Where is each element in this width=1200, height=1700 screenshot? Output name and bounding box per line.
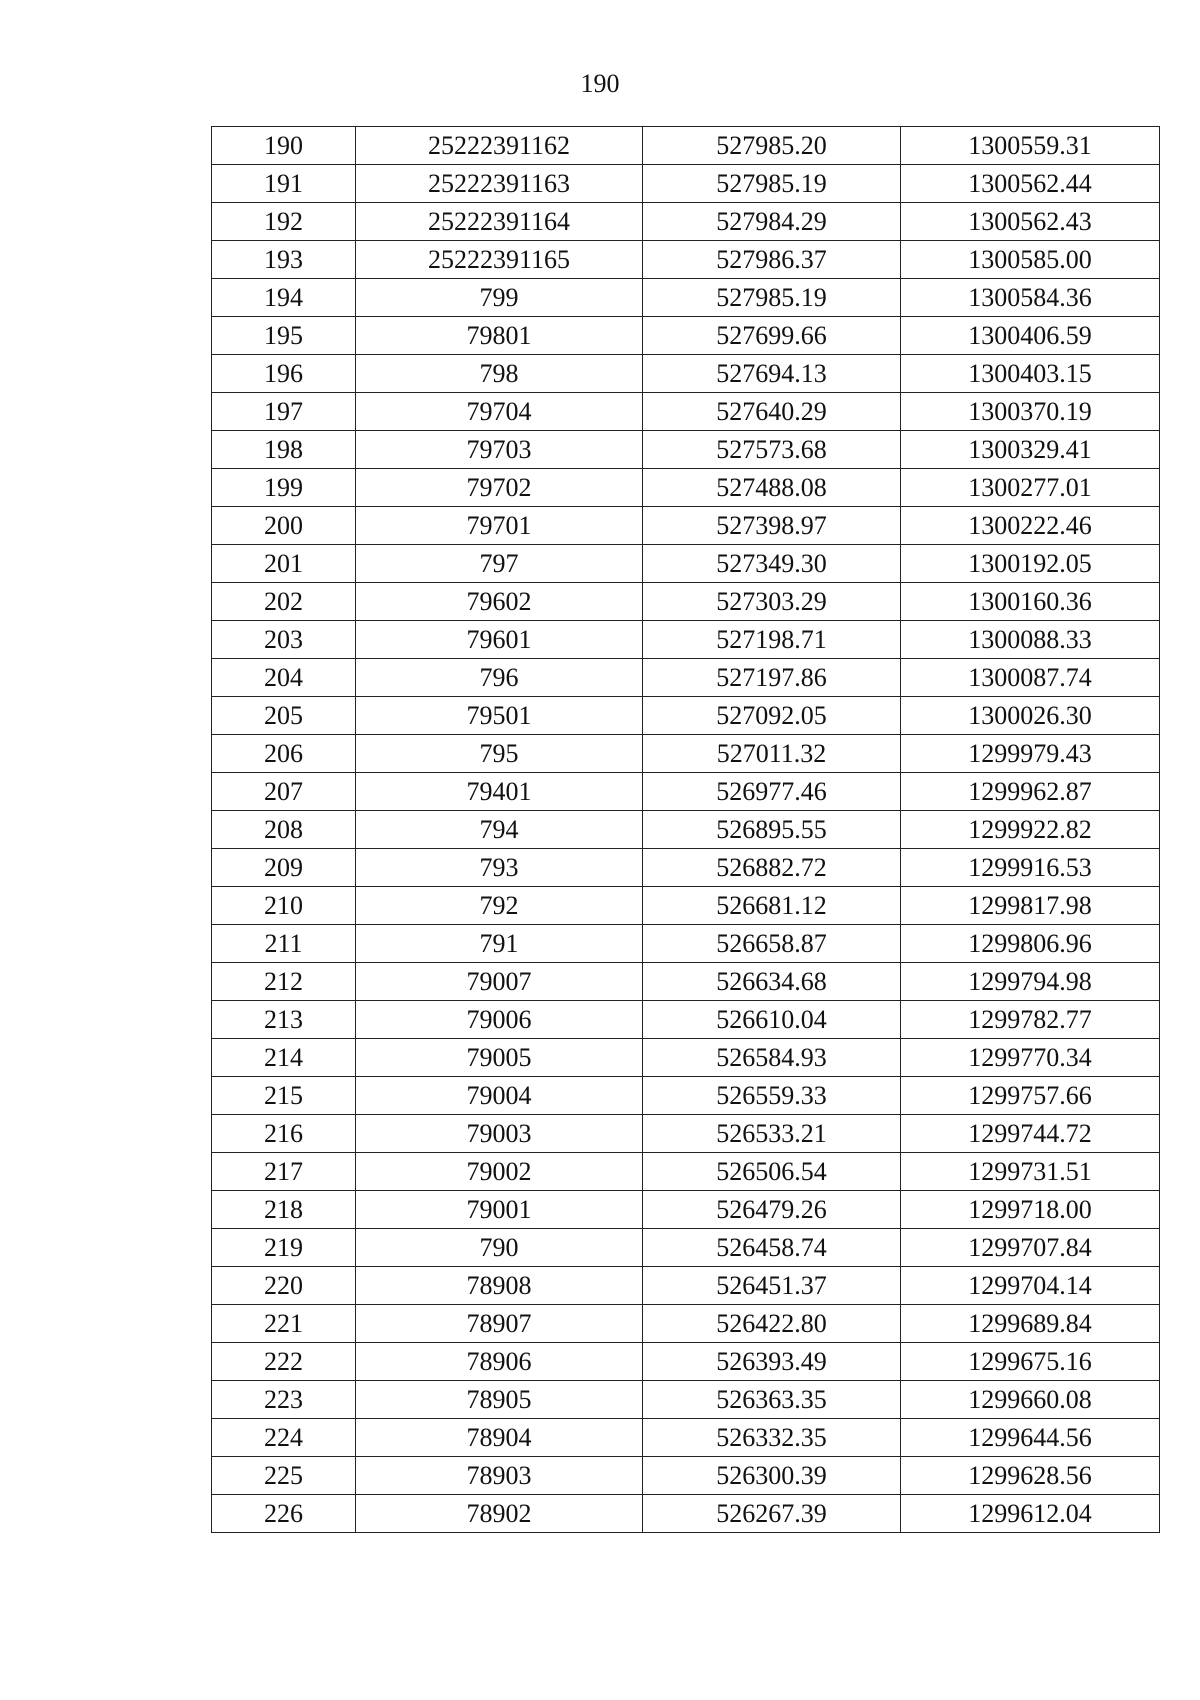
x-coordinate-cell: 527573.68: [643, 431, 901, 469]
x-coordinate-cell: 527984.29: [643, 203, 901, 241]
table-row: [212, 621, 1160, 659]
table-row: [212, 1419, 1160, 1457]
point-id-cell: 798: [356, 355, 643, 393]
point-number-cell: 214: [212, 1039, 356, 1077]
point-number-cell: 191: [212, 165, 356, 203]
point-id-cell: 79704: [356, 393, 643, 431]
x-coordinate-cell: 527198.71: [643, 621, 901, 659]
y-coordinate-cell: 1300562.44: [901, 165, 1160, 203]
table-row: [212, 735, 1160, 773]
table-row: [212, 1343, 1160, 1381]
point-id-cell: 79001: [356, 1191, 643, 1229]
table-row: [212, 697, 1160, 735]
x-coordinate-cell: 527303.29: [643, 583, 901, 621]
point-id-cell: 796: [356, 659, 643, 697]
x-coordinate-cell: 526332.35: [643, 1419, 901, 1457]
point-id-cell: 25222391163: [356, 165, 643, 203]
table-body: [212, 127, 1160, 1533]
table-row: [212, 963, 1160, 1001]
point-id-cell: 795: [356, 735, 643, 773]
table-row: [212, 203, 1160, 241]
x-coordinate-cell: 526363.35: [643, 1381, 901, 1419]
point-id-cell: 794: [356, 811, 643, 849]
y-coordinate-cell: 1299922.82: [901, 811, 1160, 849]
point-id-cell: 797: [356, 545, 643, 583]
coordinates-table: [211, 126, 1160, 1533]
point-number-cell: 217: [212, 1153, 356, 1191]
table-row: [212, 1305, 1160, 1343]
y-coordinate-cell: 1300406.59: [901, 317, 1160, 355]
y-coordinate-cell: 1300088.33: [901, 621, 1160, 659]
y-coordinate-cell: 1300559.31: [901, 127, 1160, 165]
y-coordinate-cell: 1299660.08: [901, 1381, 1160, 1419]
point-number-cell: 220: [212, 1267, 356, 1305]
y-coordinate-cell: 1300026.30: [901, 697, 1160, 735]
x-coordinate-cell: 526300.39: [643, 1457, 901, 1495]
table-row: [212, 1381, 1160, 1419]
point-number-cell: 190: [212, 127, 356, 165]
point-number-cell: 202: [212, 583, 356, 621]
x-coordinate-cell: 526393.49: [643, 1343, 901, 1381]
point-number-cell: 206: [212, 735, 356, 773]
point-id-cell: 79005: [356, 1039, 643, 1077]
point-number-cell: 193: [212, 241, 356, 279]
y-coordinate-cell: 1299782.77: [901, 1001, 1160, 1039]
x-coordinate-cell: 526533.21: [643, 1115, 901, 1153]
point-id-cell: 78906: [356, 1343, 643, 1381]
point-id-cell: 78903: [356, 1457, 643, 1495]
y-coordinate-cell: 1300584.36: [901, 279, 1160, 317]
point-id-cell: 79002: [356, 1153, 643, 1191]
table-row: [212, 317, 1160, 355]
y-coordinate-cell: 1299757.66: [901, 1077, 1160, 1115]
table-row: [212, 545, 1160, 583]
point-id-cell: 79006: [356, 1001, 643, 1039]
y-coordinate-cell: 1299731.51: [901, 1153, 1160, 1191]
x-coordinate-cell: 527398.97: [643, 507, 901, 545]
point-number-cell: 201: [212, 545, 356, 583]
point-id-cell: 79703: [356, 431, 643, 469]
point-id-cell: 79801: [356, 317, 643, 355]
y-coordinate-cell: 1299770.34: [901, 1039, 1160, 1077]
x-coordinate-cell: 527986.37: [643, 241, 901, 279]
x-coordinate-cell: 527699.66: [643, 317, 901, 355]
table-row: [212, 1039, 1160, 1077]
y-coordinate-cell: 1299718.00: [901, 1191, 1160, 1229]
y-coordinate-cell: 1300087.74: [901, 659, 1160, 697]
x-coordinate-cell: 526584.93: [643, 1039, 901, 1077]
table-row: [212, 127, 1160, 165]
point-id-cell: 78905: [356, 1381, 643, 1419]
x-coordinate-cell: 527349.30: [643, 545, 901, 583]
point-id-cell: 25222391162: [356, 127, 643, 165]
x-coordinate-cell: 527985.19: [643, 165, 901, 203]
x-coordinate-cell: 527694.13: [643, 355, 901, 393]
y-coordinate-cell: 1300562.43: [901, 203, 1160, 241]
x-coordinate-cell: 526458.74: [643, 1229, 901, 1267]
y-coordinate-cell: 1299704.14: [901, 1267, 1160, 1305]
y-coordinate-cell: 1299707.84: [901, 1229, 1160, 1267]
point-number-cell: 226: [212, 1495, 356, 1533]
point-number-cell: 205: [212, 697, 356, 735]
point-id-cell: 78904: [356, 1419, 643, 1457]
table-row: [212, 1457, 1160, 1495]
point-number-cell: 222: [212, 1343, 356, 1381]
point-number-cell: 218: [212, 1191, 356, 1229]
point-id-cell: 79007: [356, 963, 643, 1001]
point-number-cell: 200: [212, 507, 356, 545]
point-number-cell: 203: [212, 621, 356, 659]
point-number-cell: 208: [212, 811, 356, 849]
point-number-cell: 213: [212, 1001, 356, 1039]
point-number-cell: 207: [212, 773, 356, 811]
point-number-cell: 197: [212, 393, 356, 431]
point-id-cell: 25222391165: [356, 241, 643, 279]
y-coordinate-cell: 1299644.56: [901, 1419, 1160, 1457]
page-number: 190: [580, 69, 620, 98]
x-coordinate-cell: 526882.72: [643, 849, 901, 887]
point-number-cell: 223: [212, 1381, 356, 1419]
x-coordinate-cell: 526977.46: [643, 773, 901, 811]
table-row: [212, 1267, 1160, 1305]
x-coordinate-cell: 527011.32: [643, 735, 901, 773]
x-coordinate-cell: 526479.26: [643, 1191, 901, 1229]
y-coordinate-cell: 1299817.98: [901, 887, 1160, 925]
x-coordinate-cell: 527985.19: [643, 279, 901, 317]
table-row: [212, 583, 1160, 621]
y-coordinate-cell: 1299916.53: [901, 849, 1160, 887]
y-coordinate-cell: 1299628.56: [901, 1457, 1160, 1495]
y-coordinate-cell: 1299744.72: [901, 1115, 1160, 1153]
table-row: [212, 887, 1160, 925]
point-id-cell: 79601: [356, 621, 643, 659]
table-row: [212, 1229, 1160, 1267]
table-row: [212, 469, 1160, 507]
point-number-cell: 195: [212, 317, 356, 355]
table-row: [212, 849, 1160, 887]
x-coordinate-cell: 526267.39: [643, 1495, 901, 1533]
table-row: [212, 1153, 1160, 1191]
y-coordinate-cell: 1300277.01: [901, 469, 1160, 507]
point-number-cell: 215: [212, 1077, 356, 1115]
point-number-cell: 225: [212, 1457, 356, 1495]
point-id-cell: 792: [356, 887, 643, 925]
x-coordinate-cell: 526422.80: [643, 1305, 901, 1343]
point-id-cell: 79602: [356, 583, 643, 621]
y-coordinate-cell: 1299979.43: [901, 735, 1160, 773]
table-row: [212, 355, 1160, 393]
point-number-cell: 198: [212, 431, 356, 469]
x-coordinate-cell: 526895.55: [643, 811, 901, 849]
point-number-cell: 199: [212, 469, 356, 507]
x-coordinate-cell: 526658.87: [643, 925, 901, 963]
table-row: [212, 241, 1160, 279]
table-row: [212, 1001, 1160, 1039]
point-id-cell: 799: [356, 279, 643, 317]
y-coordinate-cell: 1300329.41: [901, 431, 1160, 469]
table-row: [212, 1191, 1160, 1229]
point-number-cell: 196: [212, 355, 356, 393]
table-row: [212, 165, 1160, 203]
x-coordinate-cell: 526681.12: [643, 887, 901, 925]
table-row: [212, 507, 1160, 545]
y-coordinate-cell: 1299806.96: [901, 925, 1160, 963]
y-coordinate-cell: 1300370.19: [901, 393, 1160, 431]
y-coordinate-cell: 1300160.36: [901, 583, 1160, 621]
point-id-cell: 78902: [356, 1495, 643, 1533]
point-id-cell: 78907: [356, 1305, 643, 1343]
point-number-cell: 211: [212, 925, 356, 963]
table-row: [212, 393, 1160, 431]
x-coordinate-cell: 527197.86: [643, 659, 901, 697]
x-coordinate-cell: 526451.37: [643, 1267, 901, 1305]
x-coordinate-cell: 527092.05: [643, 697, 901, 735]
point-number-cell: 219: [212, 1229, 356, 1267]
table-row: [212, 1495, 1160, 1533]
point-id-cell: 790: [356, 1229, 643, 1267]
y-coordinate-cell: 1299689.84: [901, 1305, 1160, 1343]
point-id-cell: 79004: [356, 1077, 643, 1115]
point-number-cell: 221: [212, 1305, 356, 1343]
table-row: [212, 1115, 1160, 1153]
y-coordinate-cell: 1299794.98: [901, 963, 1160, 1001]
table-row: [212, 659, 1160, 697]
y-coordinate-cell: 1300403.15: [901, 355, 1160, 393]
point-number-cell: 210: [212, 887, 356, 925]
x-coordinate-cell: 526506.54: [643, 1153, 901, 1191]
point-id-cell: 78908: [356, 1267, 643, 1305]
point-id-cell: 791: [356, 925, 643, 963]
x-coordinate-cell: 526610.04: [643, 1001, 901, 1039]
point-id-cell: 79003: [356, 1115, 643, 1153]
x-coordinate-cell: 527985.20: [643, 127, 901, 165]
table-row: [212, 1077, 1160, 1115]
y-coordinate-cell: 1300192.05: [901, 545, 1160, 583]
x-coordinate-cell: 527640.29: [643, 393, 901, 431]
table-row: [212, 773, 1160, 811]
x-coordinate-cell: 526559.33: [643, 1077, 901, 1115]
point-id-cell: 79701: [356, 507, 643, 545]
table-row: [212, 431, 1160, 469]
point-number-cell: 209: [212, 849, 356, 887]
point-number-cell: 192: [212, 203, 356, 241]
point-id-cell: 793: [356, 849, 643, 887]
point-number-cell: 204: [212, 659, 356, 697]
point-number-cell: 224: [212, 1419, 356, 1457]
table-row: [212, 279, 1160, 317]
x-coordinate-cell: 526634.68: [643, 963, 901, 1001]
point-number-cell: 194: [212, 279, 356, 317]
y-coordinate-cell: 1300222.46: [901, 507, 1160, 545]
table-row: [212, 925, 1160, 963]
point-id-cell: 79401: [356, 773, 643, 811]
table-row: [212, 811, 1160, 849]
y-coordinate-cell: 1300585.00: [901, 241, 1160, 279]
point-id-cell: 25222391164: [356, 203, 643, 241]
y-coordinate-cell: 1299675.16: [901, 1343, 1160, 1381]
point-number-cell: 212: [212, 963, 356, 1001]
x-coordinate-cell: 527488.08: [643, 469, 901, 507]
point-id-cell: 79501: [356, 697, 643, 735]
y-coordinate-cell: 1299612.04: [901, 1495, 1160, 1533]
y-coordinate-cell: 1299962.87: [901, 773, 1160, 811]
point-id-cell: 79702: [356, 469, 643, 507]
point-number-cell: 216: [212, 1115, 356, 1153]
